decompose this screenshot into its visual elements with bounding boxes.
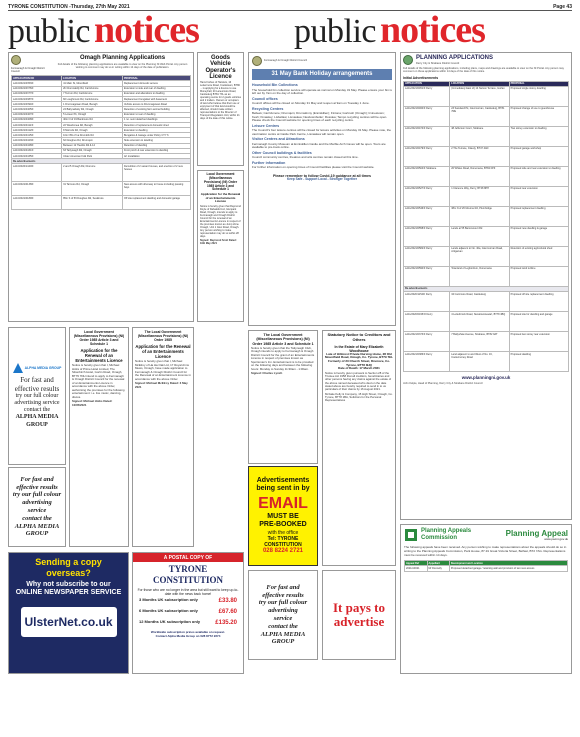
table-row — [12, 196, 191, 210]
section-heading: Recycling Centres — [252, 106, 284, 111]
planning-website[interactable]: www.planningni.gov.uk — [461, 374, 511, 380]
cell: LA10/2021/0435/F — [12, 154, 62, 159]
ulsternet-site: UlsterNet.co.uk — [24, 615, 113, 630]
ad-line: For fast and — [266, 583, 300, 591]
fodc-logo — [11, 55, 51, 73]
cell: Replacement bungalow with basement — [122, 96, 190, 101]
cell: Extension to side and rear of dwelling — [122, 86, 190, 91]
alpha-media-advert-2 — [8, 467, 66, 547]
pac-logo-icon — [404, 528, 418, 542]
ad-line: ALPHA MEDIA GROUP — [15, 414, 59, 428]
entertainment-grant-notice — [248, 330, 318, 464]
ad-line: try our full colour — [258, 599, 308, 607]
ad-line: being sent in by — [256, 485, 310, 493]
cell: Vehicle access to Drumnagowan Road — [122, 102, 190, 107]
cell: LA10/2021/0138/F — [12, 182, 62, 196]
derry-applications-table — [403, 81, 569, 372]
alpha-media-advert — [8, 327, 66, 465]
notice-body: Notice is hereby given that Raymond Doyle of Dabalodd Ltd, Glenpark Road, Omagh, intends to apply to Fermanagh and Omagh District Council for the renewal of an Entertainments Licence in respect of the premises known as Jump Zone Omagh, Unit 1 Glen Road, Omagh. Any person wishing to make representation may do so within 28 days. — [200, 205, 241, 238]
ulsternet-logo — [21, 607, 117, 637]
cell: Between 12 Hewitts Rd & 14 — [62, 143, 123, 148]
notice-subtitle: Application for the Renewal of an Entertainments Licence — [75, 348, 123, 364]
ad-line: advertising — [22, 499, 52, 507]
section-heading: Council offices — [252, 96, 278, 101]
column-header: PROPOSAL — [509, 81, 568, 86]
cell: 2 and 5 Omagh Rd, Drumore — [62, 164, 123, 182]
section-body: Belleek; Carrickmore; Drumquin; Drumskinny (Enniskillen); Fintona; Gortrush (Omagh); Irvinestown; Kesh; Kinawley; Lisbellaw; Lisnaskea; Newtownbutler; Rosslea; Tempo recycling centres will be open. Please check the Council website for opening times of each recycling centre. — [252, 110, 388, 123]
cell: 31 Tarmore Rd, Omagh — [62, 182, 123, 196]
table-row: LA11/2021/0504/F Strabane 20 Whites Road, Donemana, BT82 0PZ Proposed side and rear extension to dwelling — [404, 166, 569, 186]
column-header: LOCATION — [450, 81, 509, 86]
company-name: ALPHA MEDIA GROUP — [24, 366, 62, 371]
postal-header: A POSTAL COPY OF — [133, 553, 243, 562]
notice-signature: Signed: Raymond Scott Dated: 19th May 2021 — [200, 239, 237, 245]
notice-subtitle: Application for the Renewal of an Entertainments Licence — [135, 344, 191, 360]
late-of: Late of Hillcrest Private Nursing Home, 28 Old Mountfield Road, Omagh, Co. Tyrone, BT79 7EL — [325, 351, 393, 360]
price: £67.60 — [218, 608, 237, 615]
cell: LA10/2021/0423/F — [12, 138, 62, 143]
postal-paper-name: TYRONE CONSTITUTION — [152, 564, 224, 585]
cell: LA10/2021/0408/F — [12, 117, 62, 122]
cell: 24 Ballynahatty Rd, Omagh — [62, 107, 123, 112]
notice-body: Notice is hereby given that I, Michael McElroy of Ha Ha Oak Ltd, 17 Royal Arms Mews, Omagh, have made application to Fermanagh & Omagh District Council for the Renewal of an Entertainment Licence in accordance with the above Order. — [135, 359, 191, 381]
table-row: LA11/2021/0582/F Derry Lands adjacent to No. 40a, Glenmornan Road, Artigarvan Retention of existing agricultural shed — [404, 246, 569, 266]
column-header: Appeal Ref — [405, 561, 428, 566]
table-subheading: Re-advertisements — [12, 159, 191, 164]
ad-line: advertising service — [14, 400, 60, 407]
ad-line: MUST BE — [267, 513, 299, 520]
notice-title: The Local Government (Miscellaneous Provisions) (NI) Order 1985 — [137, 330, 189, 343]
council-crest-icon — [11, 55, 21, 65]
council-name: Fermanagh & Omagh District Council — [264, 59, 307, 63]
keep-safe-slogan: Keep Safe - Support Local - Stronger Together — [286, 176, 358, 181]
table-row — [12, 164, 191, 182]
column-header: Appellant — [427, 561, 449, 566]
ad-headline: Sending a copy overseas? — [35, 557, 102, 578]
entertainment-renewal-notice-1 — [69, 327, 129, 547]
formerly-of: Formerly of 23 Church Street, Drumore, Co. Tyrone, BT78 3HQ — [327, 358, 390, 367]
cell: LA10/2021/0387/F — [12, 96, 62, 101]
notice-title: Local Government (Miscellaneous Provisions) (NI) Order 1985 Article 3 and Schedule 1 — [203, 172, 238, 192]
cell: LA10/2021/0353/F — [12, 81, 62, 86]
section-body: For further information on opening times of Council facilities please visit the Council website. — [252, 164, 375, 169]
cell: 5 Loreen Pk, Omagh — [62, 112, 123, 117]
notice-body: The following appeals have been received. Any person wishing to make representations about the appeals should do so in writing to the Planning Appeals Commission, Park House, 87-91 Great Victoria Street, Belfast, BT2 7AG. Representations must be received within 14 days. — [404, 545, 567, 557]
table-row: LA11/2021/0590/F Derry Townland of Legfordrum, Donemana Proposed wind turbine — [404, 266, 569, 286]
cell: LA10/2021/0377/F — [12, 91, 62, 96]
ad-line: Tel: TYRONE — [267, 535, 299, 542]
ad-line: with the office — [267, 529, 299, 536]
cell: LA10/2021/0405/F — [12, 107, 62, 112]
ad-line: contact the — [23, 407, 51, 414]
cell: New access with driveway to house including passing bays — [122, 182, 190, 196]
ad-line: PRE-BOOKED — [259, 521, 307, 529]
advertise-slogan: It pays to advertise — [332, 600, 385, 629]
price: £33.80 — [218, 597, 237, 604]
cell: 22 Woodsmea Rd, Beragh — [62, 122, 123, 127]
omagh-applications-table — [11, 75, 191, 210]
table-row: LA11/2021/0558/F Derry Lands at 55 Baronscourt Rd Proposed new dwelling & garage — [404, 226, 569, 246]
notice-title: The Local Government (Miscellaneous Provisions) (NI) Order 1985 Article 3 and Schedule 1 — [252, 333, 314, 346]
column-header: LOCATION — [62, 76, 123, 81]
planning-appeals-notice — [400, 524, 572, 674]
postal-copy-advert — [132, 552, 244, 674]
notice-signature: Signed: Charles Lynch — [251, 371, 283, 376]
ad-line: contact the — [268, 622, 298, 630]
cell: 7 Termon Rd, Carrickmore — [62, 91, 123, 96]
cell: Retention of replacement domestic shed — [122, 122, 190, 127]
postal-contact: Contact Alpha Media Group on 028 8772 2274 — [155, 633, 221, 638]
table-row: LA11/2020/0195/O Derry 4 Letterbrock Road, Newtownstewart, BT78 4BQ Proposed site for dwelling and garage — [404, 311, 569, 331]
page-header — [8, 3, 572, 11]
ad-line: try our full colour — [12, 491, 62, 499]
section-body: Fermanagh County Museum at Enniskillen Castle and the Marble Arch Caves will be open. Tours are available to pre-book online. — [252, 141, 386, 150]
notice-title: 31 May Bank Holiday arrangements — [252, 69, 392, 80]
cell: LA10/2021/0407/F — [12, 112, 62, 117]
derry-planning-notice — [400, 52, 572, 520]
banner-word-public: public — [8, 13, 90, 50]
banner-word-public: public — [294, 13, 376, 50]
cell: 62 Doughes Rd, Drumquin — [62, 138, 123, 143]
table-row: LA11/2021/0527/F Derry 1 Clarence Way, Derry, BT48 8PH Proposed rear extension — [404, 186, 569, 206]
org-name: Planning Appeals Commission — [421, 528, 472, 542]
subscription-row: 3 Months UK subscription only £33.80 — [139, 596, 237, 604]
section-body: Council community centres, theatres and arts centres remain closed at this time. — [252, 155, 359, 159]
column-header: APPLICATION — [404, 81, 450, 86]
ad-line: try our full colour — [15, 392, 59, 399]
it-pays-to-advertise — [322, 570, 396, 660]
table-row: 2021/A0021 Mr Donnelly Proposed detached garage / retaining wall and provision of two new access — [405, 566, 568, 571]
cell: LA10/2021/0431/F — [12, 148, 62, 153]
cell: LA10/2021/0412/F — [12, 128, 62, 133]
section-banner-left — [8, 9, 290, 51]
column-header: APPLICATION NO — [12, 76, 62, 81]
section-heading: Household Bin Collections — [252, 83, 298, 88]
pac-website[interactable]: www.pacni.gov.uk — [544, 537, 568, 542]
page-number: Page 43 — [553, 3, 572, 10]
ad-line-email: EMAIL — [258, 494, 308, 512]
table-row: LA11/2021/0479/F Derry 2 The Terrace, Claudy, BT47 4AD Proposed garage workshop — [404, 146, 569, 166]
cell: 8 Morrells Rd, Omagh — [62, 128, 123, 133]
table-row: LA11/2021/0546/F Derry 38m N of 26 Mourne Rd, Plumbridge Proposed replacement dwelling — [404, 206, 569, 226]
table-row — [12, 182, 191, 196]
entertainment-renewal-notice-2 — [132, 327, 194, 547]
appeal-badge: Planning Appeal — [505, 528, 568, 538]
column-header: PROPOSAL — [122, 76, 190, 81]
council-name: Fermanagh & Omagh District Council — [11, 67, 45, 74]
cell: LA10/2021/0376/F — [12, 86, 62, 91]
email-booking-advert — [248, 466, 318, 566]
creditors-notice — [322, 330, 396, 566]
cell: 1 Drumnagowan Road, Beragh — [62, 102, 123, 107]
cell: 2b Drumnakilly Rd, Carrickmore — [62, 86, 123, 91]
ad-line: Why not subscribe to our — [26, 580, 111, 588]
cell: 41 Main St, Mountfield — [62, 81, 123, 86]
ad-line: effective results — [14, 384, 60, 393]
goods-vehicle-notice — [197, 52, 244, 166]
alpha-triangle-icon — [13, 363, 23, 373]
cell: Extension to rear of dwelling — [122, 112, 190, 117]
ad-line: CONSTITUTION — [264, 541, 302, 548]
notice-body: Notice is hereby given that the Tattyreagh Club, Omagh intends to apply to Fermanagh & Omagh District Council for the grant of an Entertainments Licence in respect of premises known as Sportsman's Inn. Entertainment is to be provided on the following days and between the following hours: Monday to Sunday 11:30am - 1:00am. — [251, 345, 315, 371]
notice-intro: Full details of the following planning applications are available to view on the Planning NI Web Portal. Any person wishing to comment may do so in writing within 14 days of the date of publication. — [57, 63, 188, 70]
ad-line: effective results — [16, 483, 58, 491]
ad-line: For fast and — [20, 376, 54, 385]
notice-intro: Full details of the following planning applications, including plans, maps and drawings are available to view on the NI Portal. Any person may comment on these applications within 14 days of the date of this notice. — [403, 67, 564, 74]
table-row: LA11/2021/0373/F Derry 7 Ballyshaw Avenue, Strabane, BT82 9AT Proposed two storey rear extension — [404, 331, 569, 351]
ad-line: ALPHA MEDIA GROUP — [260, 630, 306, 646]
covid-reminder: Please remember to follow Covid-19 guidance at all times — [272, 173, 372, 178]
table-row: LA11/2021/0451/F Derry (Immediately East of) 14 Nelson Terrace, Gorlan Proposed single storey dwelling — [404, 86, 569, 106]
notice-title: Goods Vehicle Operator's Licence — [205, 55, 236, 80]
paper-dateline: TYRONE CONSTITUTION -Thursday, 27th May 2021 — [8, 3, 130, 10]
ad-line: For fast and — [20, 475, 54, 483]
section-body: The Council's four leisure centres will be closed for leisure activities on Monday 31 May. Please note, the vaccination centre at Castle Park Centre, Lisnaskea will remain open. — [252, 128, 391, 136]
table-subheading: Re-advertisements — [404, 286, 569, 291]
omagh-planning-notice — [8, 52, 194, 322]
cell: Extension and alterations to dwelling — [122, 91, 190, 96]
ad-line: ONLINE NEWSPAPER SERVICE — [15, 588, 122, 596]
section-heading: Other Council buildings & facilities — [252, 150, 312, 155]
notice-body: Notice is hereby given that I, Michael Hicks of Prime Hotel Limited, The Silverbirch Hotel, Gortin Road, Omagh, BT79 7DH intend to apply to Fermanagh & Omagh District Council for the renewal of an Entertainments Licence in accordance with the above Order, authorising the premises for the following entertainment: i.e. live music, dancing, discos. — [72, 363, 125, 399]
cell: 82 Loughmuck Rd, Carrickmore — [62, 96, 123, 101]
solicitor-signature: McGale Kelly & Company, 15 High Street, Omagh, Co. Tyrone, BT78 1BA, Solicitors for the Personal Representatives — [325, 391, 393, 403]
notice-signature: Signed: Michael McElroy Dated: 3 May 2021 — [135, 381, 188, 389]
cell: Ulster American Folk Park — [62, 154, 123, 159]
cell: Replacement domestic access — [122, 81, 190, 86]
council-crest-icon — [252, 56, 262, 66]
section-heading: Initial Advertisements — [403, 75, 439, 80]
table-row: LA11/2021/0474/F Derry 48 Jefferson Court, Strabane Two storey extension to dwelling — [404, 126, 569, 146]
cell: Demolition of 2 vacant houses, and erection of 2 new houses — [122, 164, 190, 182]
council-name: Derry City & Strabane District Council — [416, 62, 460, 66]
section-heading: Visitor Centres and Attractions — [252, 137, 305, 142]
cell: 63 Tattyreagh Rd, Omagh — [62, 148, 123, 153]
ad-line: contact the — [22, 514, 52, 522]
alpha-media-advert-3 — [248, 570, 318, 660]
notice-body: Notice is hereby given pursuant to Section 28 of the Trustee Act 1958 that all creditors, beneficiaries and other persons having any claims against the estate of the above named deceased who died on the date stated above are hereby required to send in to us particulars of their claims by 16 August 2021. — [325, 370, 392, 392]
table-row: LA11/2021/0386/F Derry Land adjacent to and West of No. 16, Coolermoney Road Proposed dwelling — [404, 351, 569, 371]
ad-line: service — [27, 507, 47, 514]
section-heading: Further information — [252, 160, 286, 165]
cell: Bungalow & Garage under Policy CTY 6 — [122, 133, 190, 138]
cell: 10m NW of 1a Drumkirk Rd — [62, 133, 123, 138]
subscription-row: 6 Months UK subscription only £67.60 — [139, 607, 237, 615]
price: £135.20 — [215, 620, 237, 627]
section-banner-right — [294, 9, 572, 51]
office-phone: 028 8224 2721 — [262, 547, 304, 554]
banner-word-notices: notices — [379, 9, 485, 51]
bank-holiday-notice — [248, 52, 396, 326]
ad-line: Advertisements — [256, 477, 310, 485]
appeals-table — [404, 560, 568, 571]
cell: 85m S of 59 Doughes Rd, Seskinore — [62, 196, 123, 210]
cell: LA10/2020/1440/F — [12, 164, 62, 182]
cell: Retention of dwelling — [122, 143, 190, 148]
cell: Side extension to dwelling — [122, 138, 190, 143]
cell: LA10/2021/0189/F — [12, 196, 62, 210]
notice-title: PLANNING APPLICATIONS — [416, 55, 494, 61]
cell: Art installation — [122, 154, 190, 159]
notice-signature: Signed: Michael Hicks Dated: 10/05/2021 — [72, 399, 113, 407]
ad-line: advertising — [268, 607, 298, 615]
notice-signature: John Kelpie, Head of Planning, Derry City & Strabane District Council — [403, 382, 483, 386]
banner-word-notices: notices — [93, 9, 199, 51]
table-row: LA11/2020/1154/F Derry 34 Carnmore Road, Castlederg Proposed off site replacement dwelling — [404, 291, 569, 311]
section-heading: Leisure Centres — [252, 123, 280, 128]
ulsternet-advert — [8, 552, 129, 674]
postal-footer: Worldwide subscription prices available on request. — [150, 630, 226, 635]
postal-tagline: For those who are no longer in the area but still want to keep up-to-date with the news back home! — [137, 587, 239, 596]
subscription-row: 12 Months UK subscription only £135.20 — [139, 619, 237, 627]
cell: Front porch & rear extension to dwelling — [122, 148, 190, 153]
cell: LA10/2021/0394/F — [12, 102, 62, 107]
cell: Off site replacement dwelling and domestic garage — [122, 196, 190, 210]
section-body: Council offices will be closed on Monday 31 May and reopen at 9am on Tuesday 1 June. — [252, 101, 370, 105]
section-body: The household bin collection service will operate as normal on Monday 31 May. Please ensure your bin is left out by 7am on the day of collection. — [252, 87, 392, 96]
notice-body: Hans Forbes of Hamlets, 16 Lettermore Road, Cookstown, BT80 ... is applying for a licence to use Moneyhall, 20 Lanesmore Road, Castlederg BT81 7XL as an operating centre for 2 goods vehicles and 2 trailers. Owners or occupiers of land who believe that their use or enjoyment of that land would be affected, should make written representations to the Director of Transport Regulation Unit, within 21 days of the date of this notice. — [200, 81, 241, 121]
cell: Extension to dwelling — [122, 128, 190, 133]
ad-line: effective results — [262, 591, 304, 599]
notice-title: Omagh Planning Applications — [79, 55, 166, 61]
column-header: Development and Location — [449, 561, 567, 566]
council-crest-icon — [403, 55, 413, 65]
notice-title: Local Government (Miscellaneous Provisions) (NI) Order 1985 Article 3 and Schedule 1 — [73, 330, 125, 347]
notice-title: Statutory Notice to Creditors and Others — [327, 332, 391, 342]
entertainment-licence-notice — [197, 170, 244, 322]
notice-subtitle: Application for the Renewal of an Entertainments Licence — [200, 192, 241, 204]
ad-line: ALPHA MEDIA GROUP — [14, 522, 60, 538]
table-row: LA11/2021/0460/F Derry 23 Sandwell Pk, Glenmornan, Castlederg, BT81 7RE Proposed change of use to guesthouse — [404, 106, 569, 126]
cell: Retention of existing farm animal building — [122, 107, 190, 112]
date-of-death: Date of Death: 17 March 2021 — [338, 366, 380, 371]
cell: 1 no. semi detached dwellings — [122, 117, 190, 122]
cell: LA10/2021/0415/F — [12, 133, 62, 138]
cell: 40m N of 19 Bankmore Rd — [62, 117, 123, 122]
cell: LA10/2021/0428/F — [12, 143, 62, 148]
ad-line: service — [273, 615, 293, 622]
cell: LA10/2021/0411/F — [12, 122, 62, 127]
estate-name: In the Estate of Mary Elizabeth Woodhouse — [334, 344, 384, 353]
